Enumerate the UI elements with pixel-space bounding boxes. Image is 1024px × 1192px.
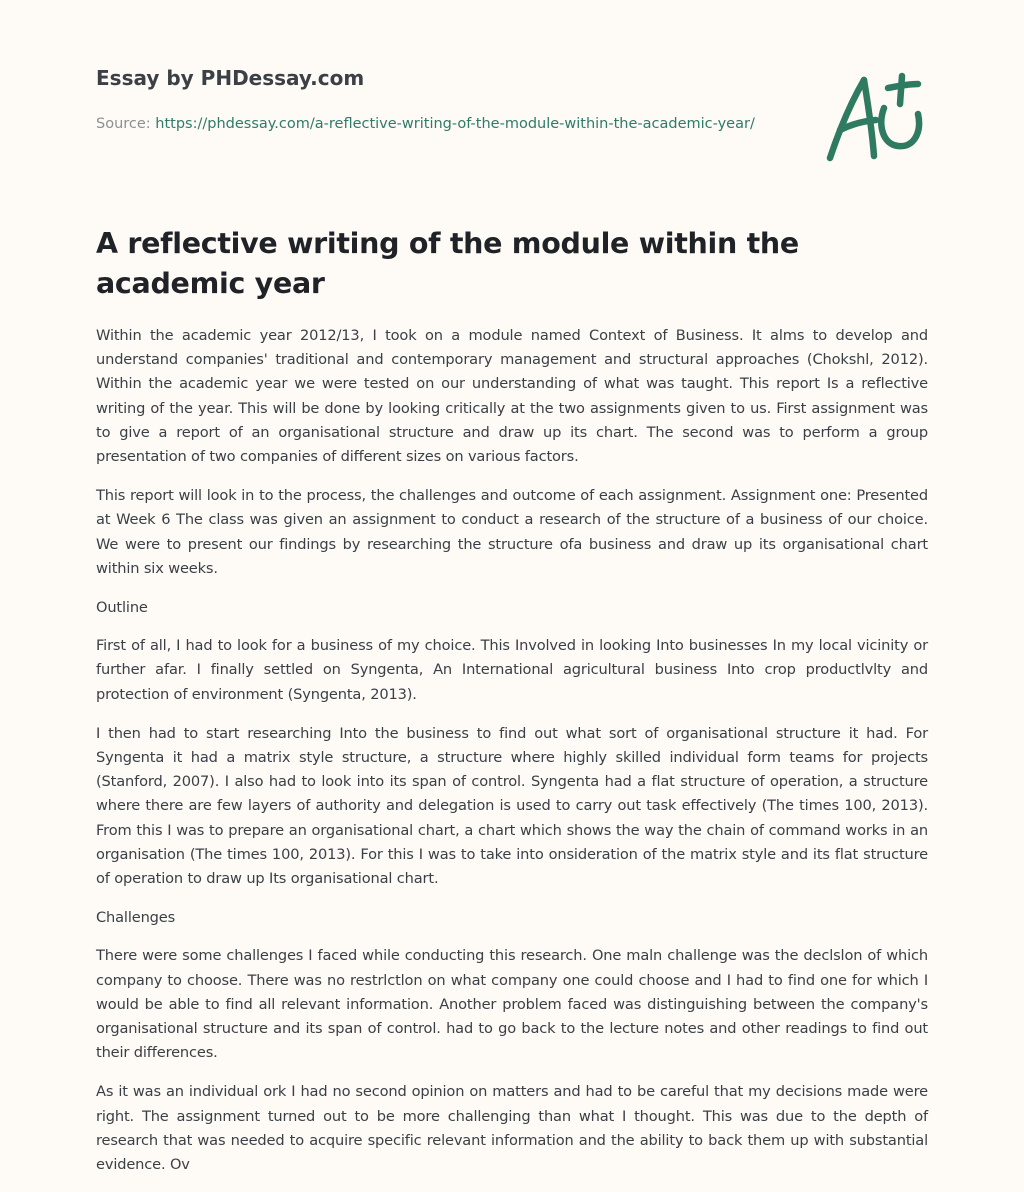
section-heading-challenges: Challenges	[96, 909, 176, 927]
a-plus-grade-logo-icon	[820, 64, 930, 168]
paragraph-challenges: There were some challenges I faced while conducting this research. One maln challenge was the declslon of which company to choose. There was no restrlctlon on what company one could choose and I had to find one for which I would be able to find all relevant information. Another problem faced was distinguishing between the company's organisational structure and its span of control. had to go back to the lecture notes and other readings to find out their differences.	[96, 947, 928, 1062]
section-heading-outline: Outline	[96, 599, 148, 617]
site-title: Essay by PHDessay.com	[96, 66, 365, 90]
paragraph-individual-work: As it was an individual ork I had no second opinion on matters and had to be careful that my decisions made were right. The assignment turned out to be more challenging than what I thought. This was due to the depth of research that was needed to acquire specific relevant information and the ability to back them up with substantial evidence. Ov	[96, 1083, 928, 1174]
essay-title: A reflective writing of the module within the academic year	[96, 227, 799, 300]
paragraph-business-choice: First of all, I had to look for a business of my choice. This Involved in looking Into businesses In my local vicinity or further afar. I finally settled on Syngenta, An International agricultural business Into crop productlvlty and protection of environment (Syngenta, 2013).	[96, 637, 928, 703]
paragraph-process: This report will look in to the process, the challenges and outcome of each assignment. Assignment one: Presented at Week 6 The class was given an assignment to conduct a research of the structure of a business of our choice. We were to present our findings by researching the structure ofa business and draw up its organisational chart within six weeks.	[96, 487, 928, 577]
paragraph-research: I then had to start researching Into the business to find out what sort of organisational structure it had. For Syngenta it had a matrix style structure, a structure where highly skilled individual form teams for projects (Stanford, 2007). I also had to look into its span of control. Syngenta had a flat structure of operation, a structure where there are few layers of authority and delegation is used to carry out task effectively (The times 100, 2013). From this I was to prepare an organisational chart, a chart which shows the way the chain of command works in an organisation (The times 100, 2013). For this I was to take into onsideration of the matrix style and its flat structure of operation to draw up Its organisational chart.	[96, 724, 928, 888]
essay-body	[96, 324, 928, 1192]
source-link[interactable]: https://phdessay.com/a-reflective-writing-of-the-module-within-the-academic-year/	[155, 116, 755, 132]
source-label: Source:	[96, 116, 156, 132]
essay-header	[96, 64, 776, 136]
source-line	[96, 112, 756, 136]
paragraph-intro: Within the academic year 2012/13, I took on a module named Context of Business. It alms to develop and understand companies' traditional and contemporary management and structural approaches (Chokshl, 2012). Within the academic year we were tested on our understanding of what was taught. This report Is a reflective writing of the year. This will be done by looking critically at the two assignments given to us. First assignment was to give a report of an organisational structure and draw up its chart. The second was to perform a group presentation of two companies of different sizes on various factors.	[96, 327, 928, 466]
